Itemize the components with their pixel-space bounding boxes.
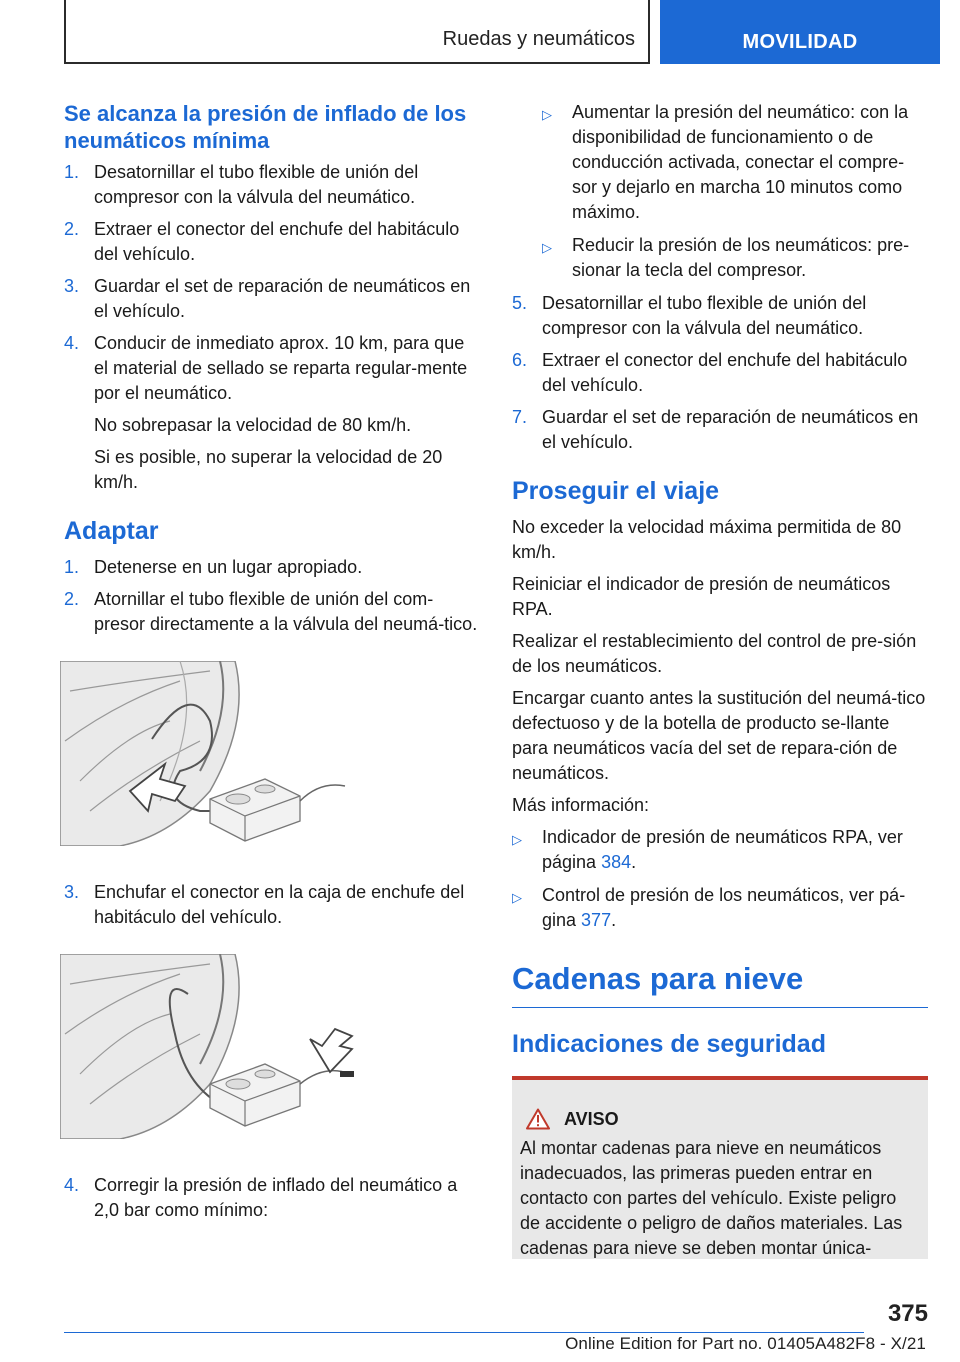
- step-item: [64, 331, 480, 406]
- heading-continue-driving: Proseguir el viaje: [512, 477, 720, 505]
- step-item: [512, 405, 928, 455]
- compressor-illustration: [210, 779, 300, 841]
- step-note: No sobrepasar la velocidad de 80 km/h.: [94, 415, 412, 435]
- left-column: [64, 100, 480, 1230]
- bullet-text: Control de presión de los neumáticos, ver pá-gina 377.: [542, 885, 906, 930]
- list-item: [512, 825, 928, 875]
- page-link-384[interactable]: 384: [601, 852, 632, 872]
- step-text: Enchufar el conector en la caja de enchufe del habitáculo del vehículo.: [94, 882, 465, 927]
- paragraph: No exceder la velocidad máxima permitida de 80 km/h.: [512, 517, 902, 562]
- step-text: Corregir la presión de inflado del neumático a 2,0 bar como mínimo:: [94, 1175, 458, 1220]
- triangle-bullet-icon: ▷: [512, 890, 522, 905]
- footer-edition: Online Edition for Part no. 01405A482F8 - X/21: [565, 1334, 926, 1353]
- step-number: 3.: [64, 276, 80, 296]
- step-text: Atornillar el tubo flexible de unión del com-presor directamente a la válvula del neumá-tico.: [94, 589, 478, 634]
- step-text: Desatornillar el tubo flexible de unión del compresor con la válvula del neumático.: [94, 162, 419, 207]
- footer-divider: [64, 1332, 864, 1333]
- bullet-text: Reducir la presión de los neumáticos: pre-sionar la tecla del compresor.: [572, 235, 910, 280]
- step-text: Guardar el set de reparación de neumáticos en el vehículo.: [542, 407, 919, 452]
- step-text: Extraer el conector del enchufe del habitáculo del vehículo.: [94, 219, 460, 264]
- header-chapter-tab[interactable]: MOVILIDAD: [660, 0, 940, 64]
- step-number: 7.: [512, 407, 528, 427]
- step-item: [64, 880, 480, 930]
- step-text: Extraer el conector del enchufe del habitáculo del vehículo.: [542, 350, 908, 395]
- step-item: [64, 1173, 480, 1223]
- warning-label: AVISO: [564, 1108, 619, 1129]
- warning-title: [520, 1108, 920, 1130]
- list-item: [512, 233, 928, 283]
- heading-min-pressure: Se alcanza la presión de inflado de los neumáticos mínima: [64, 101, 467, 153]
- triangle-bullet-icon: ▷: [542, 107, 552, 122]
- triangle-bullet-icon: ▷: [542, 240, 552, 255]
- step-number: 1.: [64, 162, 80, 182]
- step-text: Desatornillar el tubo flexible de unión del compresor con la válvula del neumático.: [542, 293, 867, 338]
- illustration-connector-plug: [60, 954, 360, 1139]
- step-item: [512, 348, 928, 398]
- step-number: 4.: [64, 333, 80, 353]
- step-note: Si es posible, no superar la velocidad de 20 km/h.: [94, 447, 443, 492]
- bullet-text: Indicador de presión de neumáticos RPA, ver página 384.: [542, 827, 903, 872]
- warning-text: Al montar cadenas para nieve en neumáticos inadecuados, las primeras pueden entrar en contacto con partes del vehículo. Existe peligro de accidente o peligro de daños materiales. Las cadenas para nieve se deben montar única-: [520, 1138, 903, 1258]
- bullet-text: Aumentar la presión del neumático: con la disponibilidad de funcionamiento o de conducción activada, conectar el compre-sor y dejarlo en marcha 10 minutos como máximo.: [572, 102, 909, 222]
- paragraph: Reiniciar el indicador de presión de neumáticos RPA.: [512, 574, 891, 619]
- arrow-icon: [310, 1029, 352, 1072]
- warning-triangle-icon: [526, 1108, 550, 1130]
- page-number: 375: [887, 1300, 928, 1327]
- step-number: 4.: [64, 1175, 80, 1195]
- step-text: Guardar el set de reparación de neumáticos en el vehículo.: [94, 276, 471, 321]
- step-item: [64, 555, 480, 580]
- heading-snow-chains: Cadenas para nieve: [512, 959, 928, 1008]
- heading-safety-notes: Indicaciones de seguridad: [512, 1030, 826, 1058]
- warning-box: [512, 1076, 928, 1259]
- illustration-compressor-valve: [60, 661, 360, 846]
- paragraph: Realizar el restablecimiento del control de pre-sión de los neumáticos.: [512, 631, 917, 676]
- step-item: [64, 587, 480, 637]
- wheel-rim-illustration: [60, 954, 239, 1139]
- step-number: 6.: [512, 350, 528, 370]
- step-number: 1.: [64, 557, 80, 577]
- step-text: Conducir de inmediato aprox. 10 km, para que el material de sellado se reparta regular-mente por el neumático.: [94, 333, 468, 403]
- paragraph: Más información:: [512, 795, 650, 815]
- header-section-title: Ruedas y neumáticos: [442, 28, 635, 50]
- step-item: [64, 160, 480, 210]
- step-number: 5.: [512, 293, 528, 313]
- step-item: [64, 217, 480, 267]
- right-column: [512, 100, 928, 1259]
- step-text: Detenerse en un lugar apropiado.: [94, 557, 363, 577]
- step-item: [512, 291, 928, 341]
- list-item: [512, 883, 928, 933]
- step-number: 2.: [64, 219, 80, 239]
- page-link-377[interactable]: 377: [581, 910, 612, 930]
- step-number: 2.: [64, 589, 80, 609]
- triangle-bullet-icon: ▷: [512, 832, 522, 847]
- list-item: [512, 100, 928, 225]
- compressor-illustration: [210, 1064, 300, 1126]
- step-item: [64, 274, 480, 324]
- heading-adapt: Adaptar: [64, 517, 159, 545]
- step-number: 3.: [64, 882, 80, 902]
- paragraph: Encargar cuanto antes la sustitución del neumá-tico defectuoso y de la botella de producto se-llante para neumáticos vacía del set de repara-ción de neumáticos.: [512, 688, 926, 783]
